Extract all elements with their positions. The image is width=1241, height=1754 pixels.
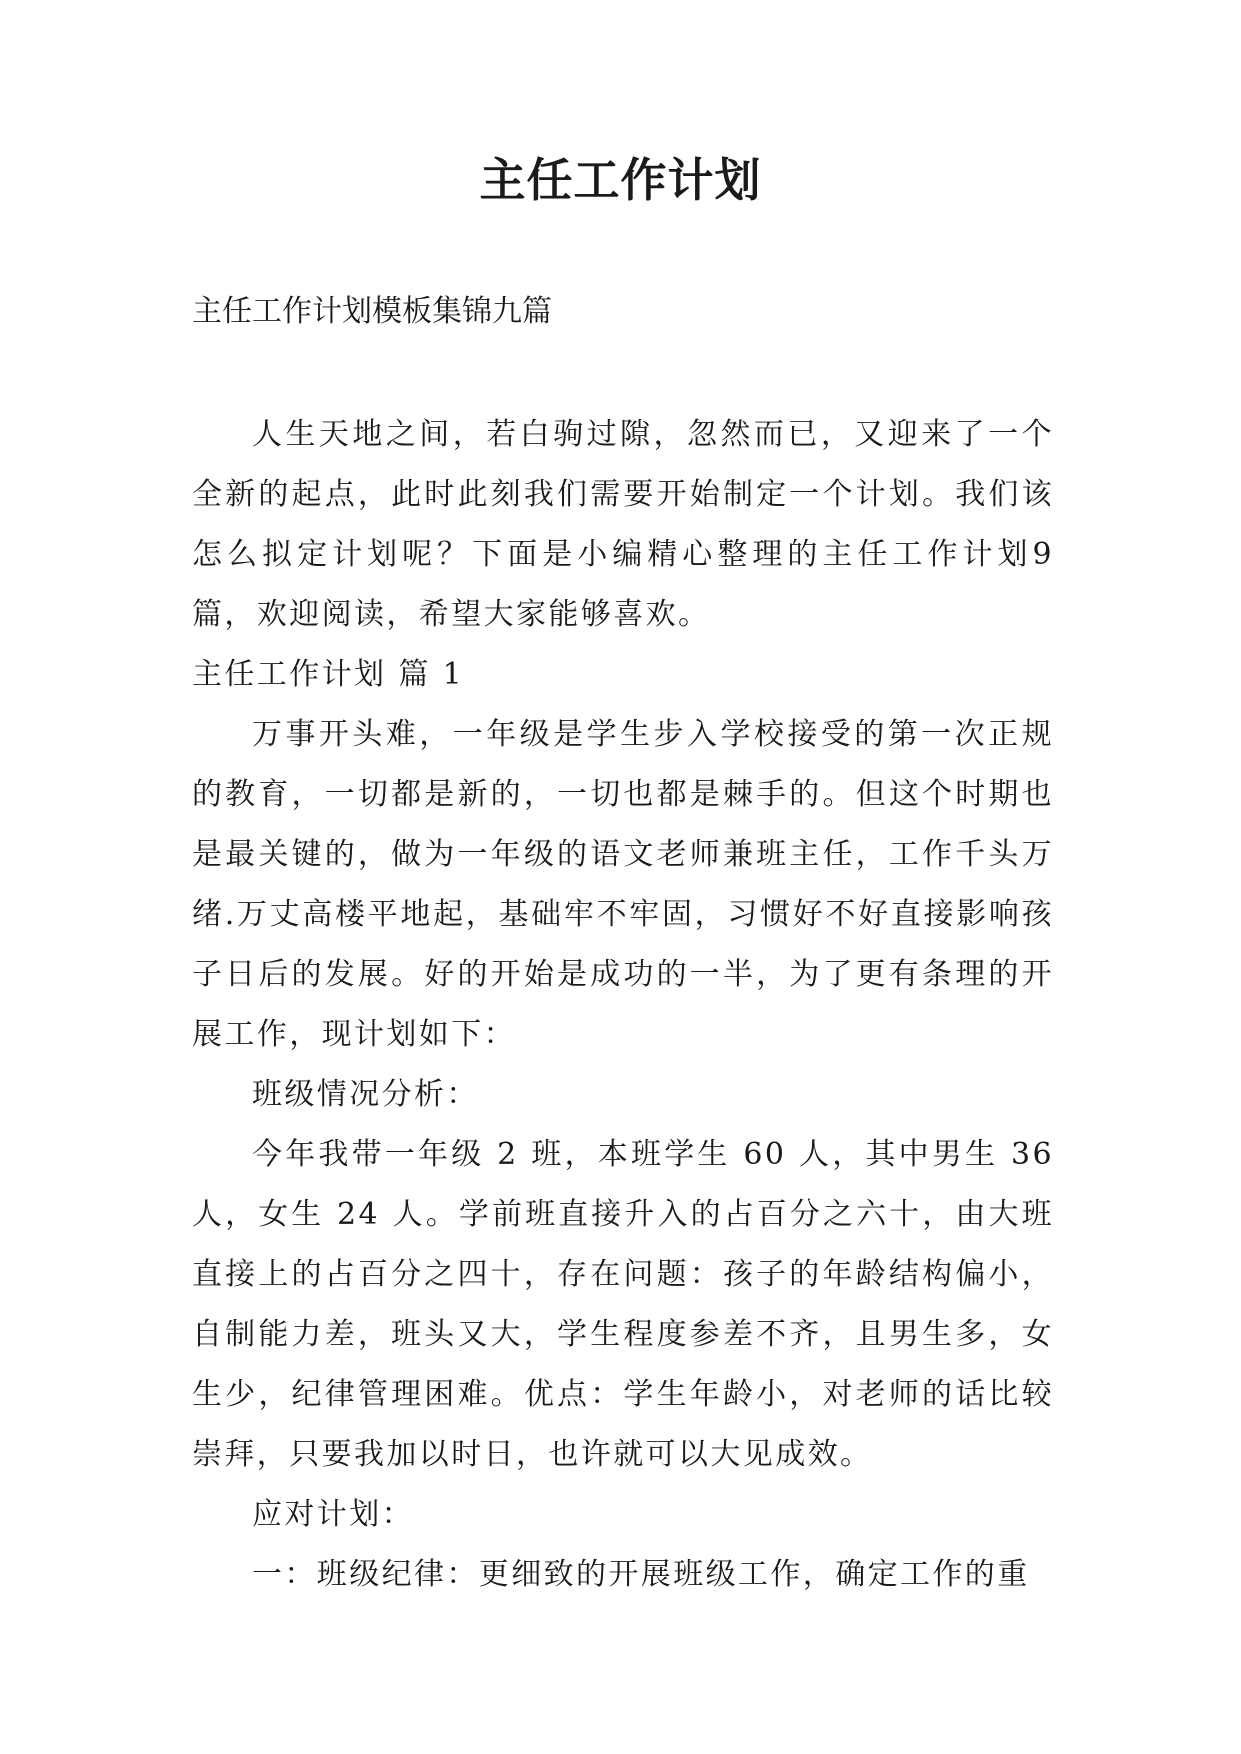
body-paragraph: 一：班级纪律：更细致的开展班级工作，确定工作的重 [252, 1557, 1030, 1592]
section-heading: 主任工作计划 篇 1 [192, 657, 465, 692]
body-paragraph: 班级情况分析： [252, 1077, 479, 1112]
body-paragraph: 万事开头难，一年级是学生步入学校接受的第一次正规的教育，一切都是新的，一切也都是棘手的。但这个时期也是最关键的，做为一年级的语文老师兼班主任，工作千头万绪.万丈高楼平地起，基础牢不牢固，习惯好不好直接影响孩子日后的发展。好的开始是成功的一半，为了更有条理的开展工作，现计划如下： [192, 717, 1054, 1052]
document-subtitle: 主任工作计划模板集锦九篇 [192, 294, 552, 329]
document-body [192, 405, 1054, 1605]
intro-paragraph: 人生天地之间，若白驹过隙，忽然而已，又迎来了一个全新的起点，此时此刻我们需要开始制定一个计划。我们该怎么拟定计划呢？下面是小编精心整理的主任工作计划9篇，欢迎阅读，希望大家能够喜欢。 [192, 417, 1054, 632]
body-paragraph: 今年我带一年级 2 班，本班学生 60 人，其中男生 36 人，女生 24 人。学前班直接升入的占百分之六十，由大班直接上的占百分之四十，存在问题：孩子的年龄结构偏小，自制能力差，班头又大，学生程度参差不齐，且男生多，女生少，纪律管理困难。优点：学生年龄小，对老师的话比较崇拜，只要我加以时日，也许就可以大见成效。 [192, 1137, 1054, 1472]
page-title: 主任工作计划 [479, 153, 762, 207]
body-paragraph: 应对计划： [252, 1497, 414, 1532]
